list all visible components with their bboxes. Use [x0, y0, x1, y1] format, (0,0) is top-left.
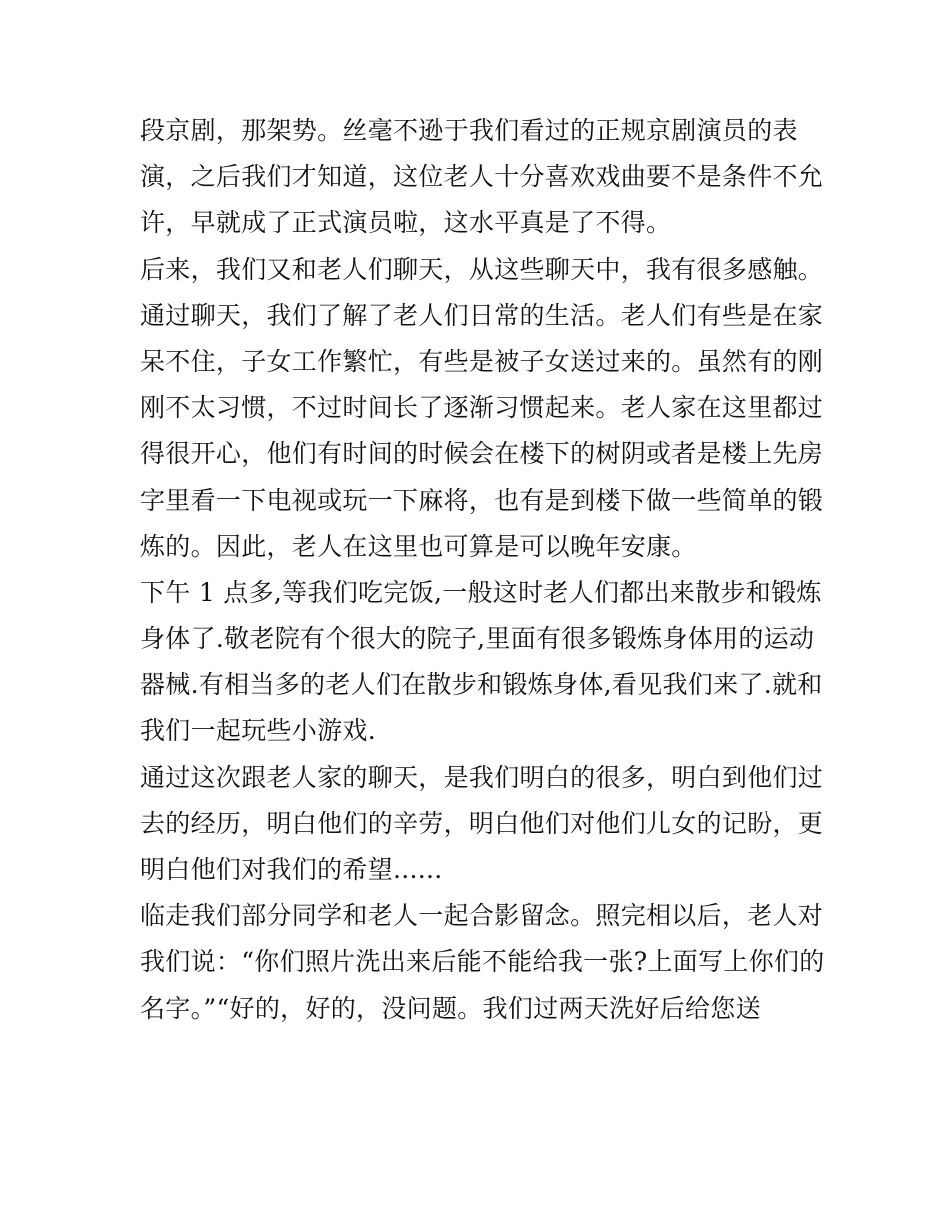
text-line: 身体了.敬老院有个很大的院子,里面有很多锻炼身体用的运动	[140, 624, 815, 654]
text-line: 后来，我们又和老人们聊天，从这些聊天中，我有很多感触。	[140, 254, 824, 284]
text-line: 演，之后我们才知道，这位老人十分喜欢戏曲要不是条件不允	[140, 162, 824, 192]
document-body	[140, 108, 825, 1032]
text-line: 临走我们部分同学和老人一起合影留念。照完相以后，老人对	[140, 901, 824, 931]
text-line: 我们一起玩些小游戏.	[140, 716, 376, 746]
text-line: 字里看一下电视或玩一下麻将，也有是到楼下做一些简单的锻	[140, 485, 824, 515]
text-line: 通过聊天，我们了解了老人们日常的生活。老人们有些是在家	[140, 300, 824, 330]
text-line: 名字。”“好的，好的，没问题。我们过两天洗好后给您送	[140, 993, 761, 1023]
text-line: 段京剧，那架势。丝毫不逊于我们看过的正规京剧演员的表	[140, 116, 798, 145]
text-line: 我们说：“你们照片洗出来后能不能给我一张?上面写上你们的	[140, 947, 825, 977]
text-line: 刚不太习惯，不过时间长了逐渐习惯起来。老人家在这里都过	[140, 393, 824, 423]
text-line: 许，早就成了正式演员啦，这水平真是了不得。	[140, 208, 672, 238]
text-line: 呆不住，子女工作繁忙，有些是被子女送过来的。虽然有的刚	[140, 346, 824, 376]
text-line: 去的经历，明白他们的辛劳，明白他们对他们儿女的记盼，更	[140, 808, 824, 838]
text-line: 下午 1 点多,等我们吃完饭,一般这时老人们都出来散步和锻炼	[140, 577, 822, 607]
text-line: 得很开心，他们有时间的时候会在楼下的树阴或者是楼上先房	[140, 439, 824, 469]
text-line: 器械.有相当多的老人们在散步和锻炼身体,看见我们来了.就和	[140, 670, 823, 700]
text-line: 炼的。因此，老人在这里也可算是可以晚年安康。	[140, 531, 697, 561]
text-line: 明白他们对我们的希望......	[140, 855, 443, 884]
text-line: 通过这次跟老人家的聊天，是我们明白的很多，明白到他们过	[140, 762, 824, 792]
